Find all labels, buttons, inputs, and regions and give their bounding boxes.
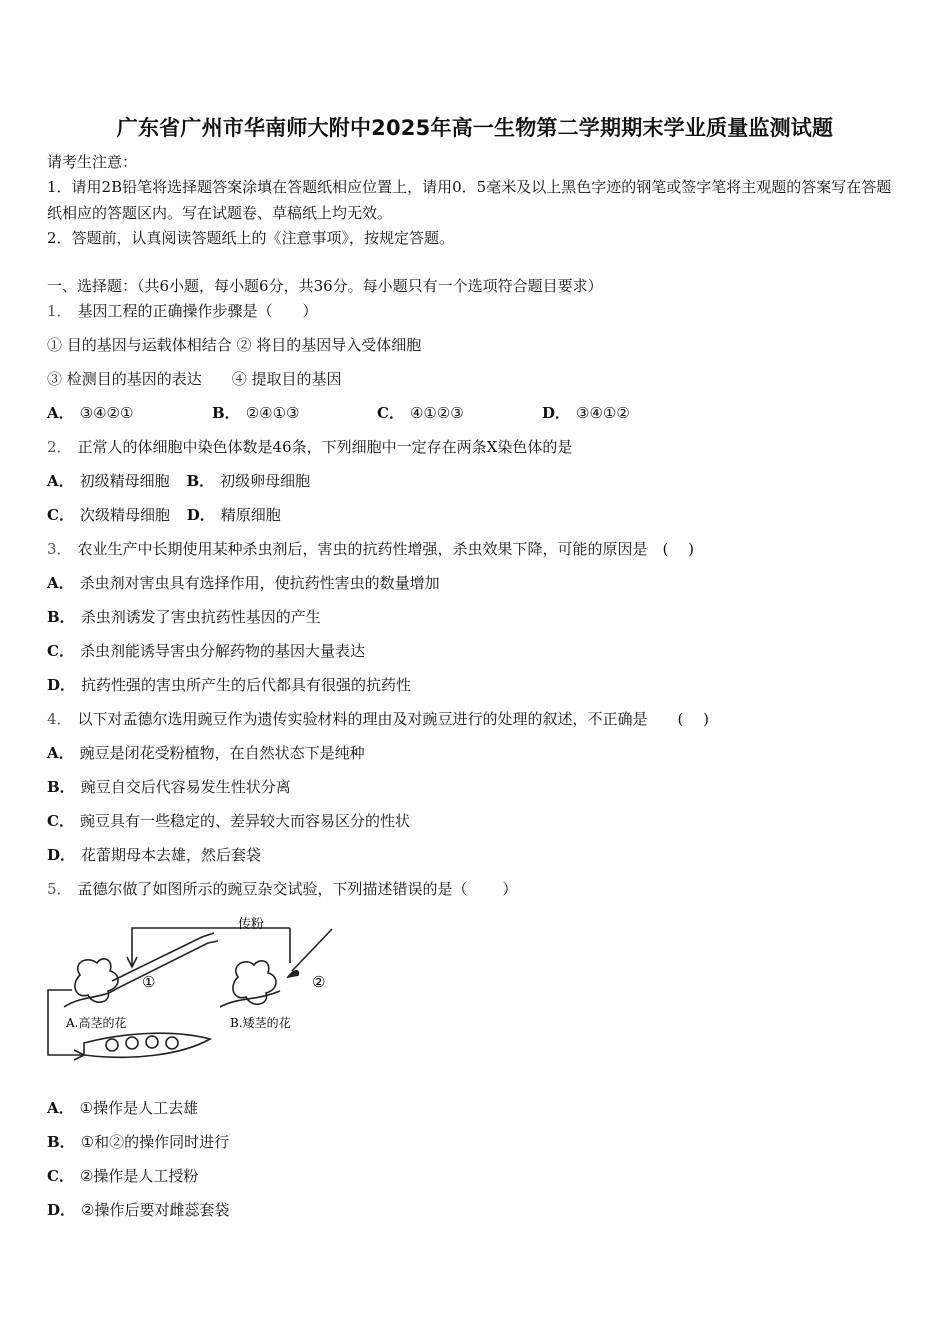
- page-title: 广东省广州市华南师大附中2025年高一生物第二学期期末学业质量监测试题: [116, 116, 834, 140]
- option-b[interactable]: B． 杀虫剂诱发了害虫抗药性基因的产生: [47, 608, 321, 626]
- pea-seed: [106, 1039, 118, 1051]
- pea-seed: [166, 1037, 178, 1049]
- option-a[interactable]: A． ①操作是人工去雄: [47, 1099, 199, 1117]
- option-d[interactable]: D． ③④①②: [542, 404, 630, 422]
- question-1: [47, 301, 318, 321]
- label-pollinate: 传粉: [238, 917, 265, 932]
- pea-seed: [126, 1037, 138, 1049]
- question-2: [47, 437, 572, 457]
- option-a[interactable]: A． ③④②①: [47, 404, 134, 422]
- question-stem: 基因工程的正确操作步骤是（ ）: [77, 302, 318, 320]
- option-c[interactable]: C． 豌豆具有一些稳定的、差异较大而容易区分的性状: [47, 812, 410, 830]
- question-4: [47, 709, 709, 729]
- question-number: 2．: [47, 438, 72, 456]
- label-flower-b: B.矮茎的花: [230, 1016, 291, 1030]
- brush-handle: [292, 929, 332, 971]
- question-stem: 孟德尔做了如图所示的豌豆杂交试验，下列描述错误的是（ ）: [77, 880, 518, 898]
- flower-b-stem: [220, 991, 280, 1007]
- pea-cross-figure: [42, 915, 352, 1065]
- question-3: [47, 539, 694, 559]
- marker-2: ②: [312, 973, 326, 991]
- option-a[interactable]: A． 豌豆是闭花受粉植物，在自然状态下是纯种: [47, 744, 365, 762]
- question-5: [47, 879, 517, 899]
- section-heading: 一、选择题：（共6小题，每小题6分，共36分。每小题只有一个选项符合题目要求）: [47, 277, 603, 295]
- marker-1: ①: [142, 973, 156, 991]
- label-flower-a: A.高茎的花: [66, 1016, 127, 1030]
- option-b[interactable]: B． 初级卵母细胞: [186, 472, 311, 490]
- question-number: 3．: [47, 540, 72, 558]
- question-1-steps-line-2: ③ 检测目的基因的表达 ④ 提取目的基因: [47, 370, 342, 388]
- notice-item-2: 2．答题前，认真阅读答题纸上的《注意事项》，按规定答题。: [47, 229, 455, 247]
- option-a[interactable]: A． 初级精母细胞: [47, 472, 170, 490]
- question-stem: 以下对孟德尔选用豌豆作为遗传实验材料的理由及对豌豆进行的处理的叙述，不正确是 ( ): [77, 710, 710, 728]
- brush-tip: [288, 971, 298, 977]
- option-c[interactable]: C． ④①②③: [377, 404, 464, 422]
- question-number: 1．: [47, 302, 72, 320]
- pea-seed: [146, 1036, 158, 1048]
- option-d[interactable]: D． 花蕾期母本去雄，然后套袋: [47, 846, 262, 864]
- option-d[interactable]: D． 抗药性强的害虫所产生的后代都具有很强的抗药性: [47, 676, 412, 694]
- option-c[interactable]: C． ②操作是人工授粉: [47, 1167, 199, 1185]
- question-2-options-row-2: [47, 505, 281, 525]
- option-d[interactable]: D． 精原细胞: [186, 506, 281, 524]
- option-b[interactable]: B． 豌豆自交后代容易发生性状分离: [47, 778, 291, 796]
- option-c[interactable]: C． 杀虫剂能诱导害虫分解药物的基因大量表达: [47, 642, 365, 660]
- option-b[interactable]: B． ②④①③: [212, 404, 300, 422]
- question-number: 5．: [47, 880, 72, 898]
- option-a[interactable]: A． 杀虫剂对害虫具有选择作用，使抗药性害虫的数量增加: [47, 574, 440, 592]
- option-d[interactable]: D． ②操作后要对雌蕊套袋: [47, 1201, 230, 1219]
- question-stem: 正常人的体细胞中染色体数是46条，下列细胞中一定存在两条X染色体的是: [77, 438, 573, 456]
- option-c[interactable]: C． 次级精母细胞: [47, 506, 170, 524]
- question-number: 4．: [47, 710, 72, 728]
- option-b[interactable]: B． ①和②的操作同时进行: [47, 1133, 230, 1151]
- question-1-steps-line-1: ① 目的基因与运载体相结合 ② 将目的基因导入受体细胞: [47, 336, 422, 354]
- question-stem: 农业生产中长期使用某种杀虫剂后，害虫的抗药性增强，杀虫效果下降，可能的原因是 ( ): [77, 540, 695, 558]
- question-2-options-row-1: [47, 471, 310, 491]
- notice-item-1: 1．请用2B铅笔将选择题答案涂填在答题纸相应位置上，请用0．5毫米及以上黑色字迹的钢笔或签字笔将主观题的答案写在答题纸相应的答题区内。写在试题卷、草稿纸上均无效。: [47, 178, 892, 222]
- notice-heading: 请考生注意：: [47, 153, 138, 171]
